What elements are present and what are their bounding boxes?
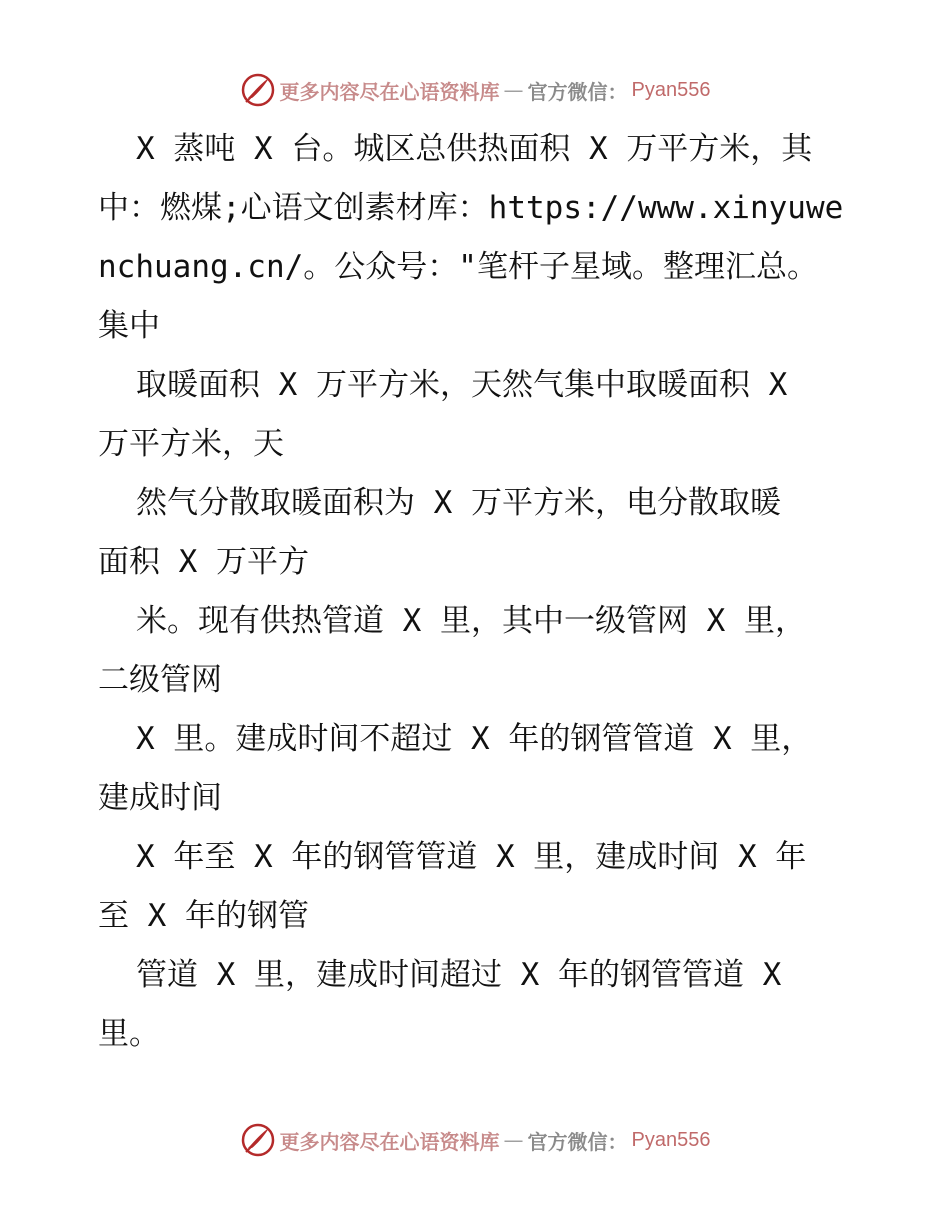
text-line: X 年至 X 年的钢管管道 X 里，建成时间 X 年 (136, 839, 807, 875)
banner-wechat-label: 官方微信： (527, 1129, 628, 1154)
banner-separator: — (503, 1128, 524, 1152)
banner-wechat-id: Pyan556 (631, 78, 711, 101)
text-line: 集中 (98, 308, 160, 344)
quill-logo-icon (240, 1122, 276, 1158)
text-line: 建成时间 (98, 780, 222, 816)
text-line: 里。 (98, 1016, 160, 1052)
footer-banner (0, 1118, 950, 1162)
banner-main-text: 更多内容尽在心语资料库 (279, 1129, 500, 1154)
text-line: 二级管网 (98, 662, 222, 698)
text-line: 然气分散取暖面积为 X 万平方米，电分散取暖 (136, 485, 781, 521)
text-line: 至 X 年的钢管 (98, 898, 309, 934)
text-line: 取暖面积 X 万平方米，天然气集中取暖面积 X (136, 367, 788, 403)
quill-logo-icon (240, 72, 276, 108)
paragraph (98, 474, 858, 592)
banner-wechat-label: 官方微信： (527, 79, 628, 104)
paragraph (98, 828, 858, 946)
text-line: 面积 X 万平方 (98, 544, 309, 580)
banner-main-text: 更多内容尽在心语资料库 (279, 79, 500, 104)
paragraph (98, 710, 858, 828)
text-line: 中：燃煤;心语文创素材库：https://www.xinyuwe (98, 190, 844, 226)
document-body (98, 120, 858, 1064)
header-banner (0, 68, 950, 112)
banner-separator: — (503, 78, 524, 102)
banner-wechat-id: Pyan556 (631, 1128, 711, 1151)
text-line: X 里。建成时间不超过 X 年的钢管管道 X 里， (136, 721, 813, 757)
text-line: 万平方米，天 (98, 426, 284, 462)
text-line: nchuang.cn/。公众号："笔杆子星域。整理汇总。 (98, 249, 818, 285)
text-line: 管道 X 里，建成时间超过 X 年的钢管管道 X (136, 957, 782, 993)
paragraph (98, 946, 858, 1064)
paragraph (98, 356, 858, 474)
paragraph (98, 592, 858, 710)
text-line: 米。现有供热管道 X 里，其中一级管网 X 里， (136, 603, 806, 639)
text-line: X 蒸吨 X 台。城区总供热面积 X 万平方米，其 (136, 131, 813, 167)
paragraph (98, 120, 858, 356)
